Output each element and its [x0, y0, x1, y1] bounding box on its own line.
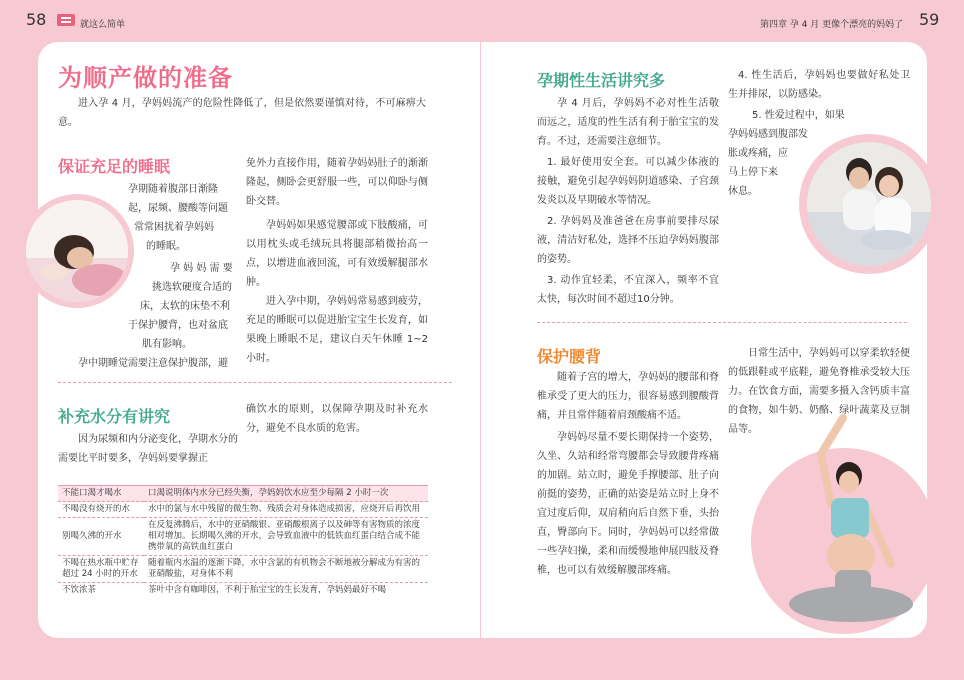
- sex-item-5-line: 马上停下来: [728, 167, 778, 178]
- left-page: [38, 42, 480, 638]
- sleep-p1-line: 孕期随着腹部日渐隆: [128, 184, 218, 195]
- water-rules-table: [58, 485, 428, 598]
- page-header: [0, 0, 964, 42]
- table-cell-value: 口渴说明体内水分已经失衡，孕妈妈饮水应至少每隔 2 小时一次: [144, 486, 428, 502]
- section-divider: [537, 322, 907, 323]
- sex-item-2: 2. 孕妈妈及准爸爸在房事前要排尽尿液，清洁好私处，选择不压迫孕妈妈腹部的姿势。: [537, 216, 719, 265]
- sex-item-5-line: 孕妈妈感到腹部发: [728, 129, 808, 140]
- left-running-title: 就这么简单: [80, 20, 126, 30]
- sleep-p1-line: 起，尿频、腰酸等问题: [128, 203, 228, 214]
- right-running-title: 第四章 孕 4 月 更像个漂亮的妈妈了: [760, 20, 904, 30]
- book-icon: [57, 14, 75, 26]
- right-page-number: 59: [919, 10, 940, 29]
- couple-photo: [807, 142, 931, 266]
- sex-item-5-line: 胀或疼痛，应: [728, 148, 788, 159]
- sleep-heading: 保证充足的睡眠: [58, 157, 171, 176]
- sex-intro: 孕 4 月后，孕妈妈不必对性生活敬而远之，适度的性生活有利于胎宝宝的发育。不过，还需要注意细节。: [537, 98, 719, 147]
- water-p1: 因为尿频和内分泌变化，孕期水分的需要比平时要多，孕妈妈要掌握正: [58, 434, 238, 464]
- table-row: [58, 486, 428, 502]
- sleep-p2-line: 床，太软的床垫不利: [140, 301, 230, 312]
- back-heading: 保护腰背: [537, 347, 602, 366]
- table-row: [58, 502, 428, 518]
- table-cell-key: 不喝没有烧开的水: [58, 502, 144, 518]
- section-divider: [58, 382, 452, 383]
- right-page: [481, 42, 927, 638]
- sleep-p2-line: 挑选软硬度合适的: [152, 282, 232, 293]
- back-p3: 日常生活中，孕妈妈可以穿柔软轻便的低跟鞋或平底鞋，避免脊椎承受较大压力。在饮食方面，需要多摄入含钙质丰富的食物，如牛奶、奶酪、绿叶蔬菜及豆制品等。: [728, 348, 910, 435]
- sleep-col2-p1: 免外力直接作用，随着孕妈妈肚子的渐渐隆起，侧卧会更舒服一些，可以仰卧与侧卧交替。: [246, 158, 428, 207]
- table-row: [58, 556, 428, 583]
- sex-item-3: 3. 动作宜轻柔，不宜深入，频率不宜太快，每次时间不超过10分钟。: [537, 275, 719, 305]
- sleep-p2-line: 于保护腰背，也对盆底: [128, 320, 228, 331]
- sleep-col2-p2: 孕妈妈如果感觉腰部或下肢酸痛，可以用枕头或毛绒玩具将腿部稍微抬高一点，以增进血液回流，可有效缓解腿部水肿。: [246, 220, 428, 288]
- sex-item-1: 1. 最好使用安全套。可以减少体液的接触，避免引起孕妈妈阴道感染、子宫颈发炎以及早期破水等情况。: [537, 157, 719, 206]
- table-cell-key: 不喝在热水瓶中贮存超过 24 小时的开水: [58, 556, 144, 583]
- water-p2: 确饮水的原则，以保障孕期及时补充水分，避免不良水质的危害。: [246, 404, 428, 434]
- sex-item-4: 4. 性生活后，孕妈妈也要做好私处卫生并排尿，以防感染。: [728, 70, 910, 100]
- page-title: 为顺产做的准备: [58, 64, 233, 92]
- back-p2: 孕妈妈尽量不要长期保持一个姿势，久坐、久站和经常弯腰都会导致腰背疼痛的加剧。站立时，避免手撑腰部、肚子向前挺的姿势，正确的站姿是站立时上身不宜过度后仰，双肩稍向后自然下垂，头抬直，臀部向下。同时，孕妈妈可以经常做一些孕妇操，柔和而缓慢地伸展四肢及脊椎，也可以有效缓解腰部疼痛。: [537, 432, 719, 576]
- table-cell-value: 茶叶中含有咖啡因，不利于胎宝宝的生长发育，孕妈妈最好不喝: [144, 583, 428, 599]
- water-heading: 补充水分有讲究: [58, 407, 171, 426]
- sex-item-5-line: 5. 性爱过程中，如果: [752, 110, 845, 121]
- prenatal-yoga-photo: [761, 414, 931, 636]
- sleep-p1-line: 常常困扰着孕妈妈: [134, 222, 214, 233]
- table-cell-key: 不能口渴才喝水: [58, 486, 144, 502]
- sleep-p2-line: 孕 妈 妈 需 要: [170, 263, 233, 274]
- sex-heading: 孕期性生活讲究多: [537, 71, 666, 90]
- intro-paragraph: 进入孕 4 月，孕妈妈流产的危险性降低了，但是依然要谨慎对待，不可麻痹大意。: [58, 98, 426, 128]
- sleep-p3: 孕中期睡觉需要注意保护腹部，避: [78, 358, 228, 369]
- sleep-p2: [100, 259, 242, 354]
- back-p1: 随着子宫的增大，孕妈妈的腰部和脊椎承受了更大的压力，很容易感到腰酸背痛，并且常伴随着肩颈酸痛不适。: [537, 372, 719, 421]
- table-row: [58, 518, 428, 556]
- sleep-p2-line: 肌有影响。: [142, 339, 192, 350]
- left-page-number: 58: [26, 10, 47, 29]
- table-cell-key: 别喝久沸的开水: [58, 518, 144, 556]
- sleep-col2-p3: 进入孕中期，孕妈妈常易感到疲劳，充足的睡眠可以促进胎宝宝生长发育，如果晚上睡眠不足，建议白天午休睡 1~2 小时。: [246, 296, 428, 364]
- sleep-p1: [128, 180, 242, 256]
- table-cell-key: 不饮浓茶: [58, 583, 144, 599]
- table-cell-value: 随着瓶内水温的逐渐下降，水中含氯的有机物会不断地被分解成为有害的亚硝酸盐，对身体不利: [144, 556, 428, 583]
- sleep-p1-line: 的睡眠。: [146, 241, 186, 252]
- table-row: [58, 583, 428, 599]
- table-cell-value: 在反复沸腾后，水中的亚硝酸银、亚硝酸根离子以及砷等有害物质的浓度相对增加。长期喝久沸的开水，会导致血液中的低铁血红蛋白结合成不能携带氧的高铁血红蛋白: [144, 518, 428, 556]
- table-cell-value: 水中的氯与水中残留的微生物、残质会对身体造成损害，应烧开后再饮用: [144, 502, 428, 518]
- sex-item-5-line: 休息。: [728, 186, 758, 197]
